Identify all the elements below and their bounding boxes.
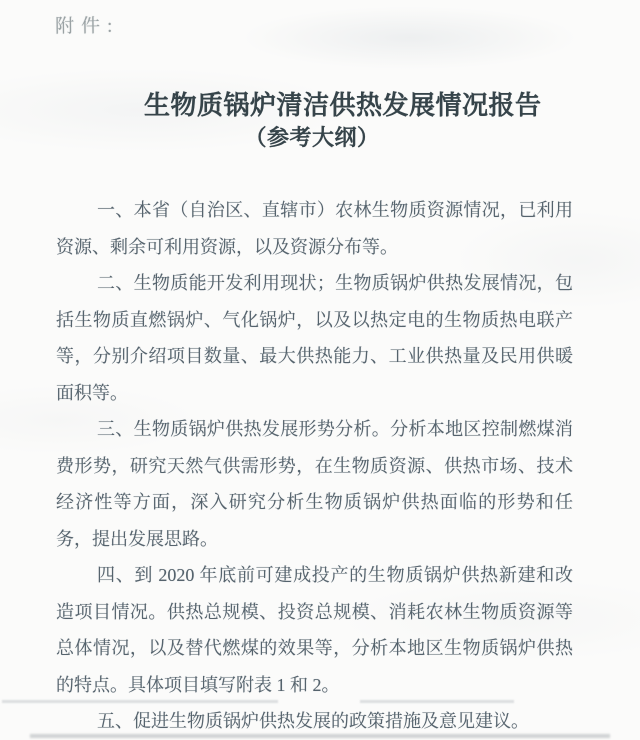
document-body — [56, 192, 573, 740]
paragraph-item-3: 三、生物质锅炉供热发展形势分析。分析本地区控制燃煤消费形势，研究天然气供需形势，在生物质资源、供热市场、技术经济性等方面，深入研究分析生物质锅炉供热面临的形势和任务，提出发展思路。 — [56, 419, 573, 549]
scan-artifact-streak — [360, 700, 514, 703]
attachment-label: 附件: — [54, 15, 120, 38]
paragraph-item-4: 四、到 2020 年底前可建成投产的生物质锅炉供热新建和改造项目情况。供热总规模、投资总规模、消耗农林生物质资源等总体情况，以及替代燃煤的效果等，分析本地区生物质锅炉供热的特点。具体项目填写附表 1 和 2。 — [56, 565, 573, 695]
document-title: 生物质锅炉清洁供热发展情况报告 — [144, 91, 542, 120]
scan-artifact-streak — [2, 700, 278, 703]
document-subtitle: （参考大纲） — [244, 125, 380, 150]
paragraph-item-5: 五、促进生物质锅炉供热发展的政策措施及意见建议。 — [97, 711, 529, 731]
scan-artifact-streak — [30, 734, 610, 738]
paragraph-item-1: 一、本省（自治区、直辖市）农林生物质资源情况，已利用资源、剩余可利用资源，以及资源分布等。 — [56, 200, 573, 257]
paragraph-item-2: 二、生物质能开发利用现状；生物质锅炉供热发展情况，包括生物质直燃锅炉、气化锅炉，以及以热定电的生物质热电联产等，分别介绍项目数量、最大供热能力、工业供热量及民用供暖面积等。 — [56, 273, 573, 403]
